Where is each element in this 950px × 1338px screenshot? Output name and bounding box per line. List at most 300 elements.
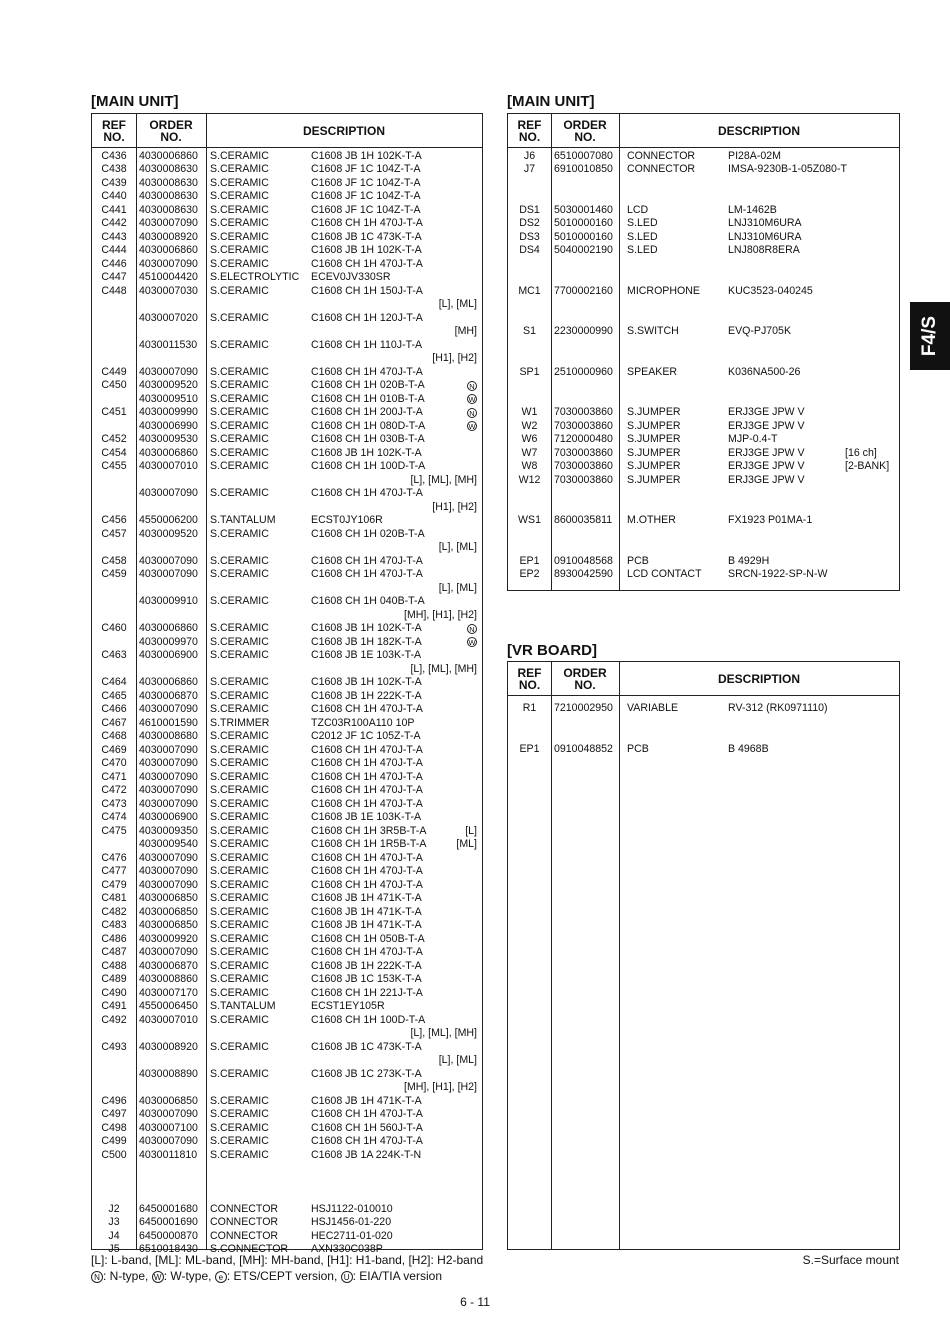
spec-cell: C1608 CH 1H 470J-T-A	[311, 703, 423, 715]
order-cell: 4030007020	[139, 311, 198, 324]
spec-cell: C1608 CH 1H 470J-T-A	[311, 743, 423, 756]
legend-mark-icon: U	[341, 1271, 353, 1283]
ref-no-header	[92, 114, 136, 147]
ref-no-header-line: REF	[517, 117, 542, 132]
part-cell: S.CERAMIC	[210, 1040, 269, 1053]
ref-cell: J3	[108, 1216, 120, 1228]
ref-cell: C444	[101, 244, 127, 256]
part-cell: S.CERAMIC	[210, 338, 269, 351]
spec-cell: C1608 CH 1H 470J-T-A	[311, 865, 423, 877]
ref-cell: EP2	[519, 568, 540, 580]
legend-text: : N-type,	[103, 1269, 152, 1283]
right-main-section-title: [MAIN UNIT]	[507, 93, 595, 110]
table-row	[92, 474, 482, 488]
table-row	[92, 1149, 482, 1163]
part-cell: S.CERAMIC	[210, 487, 269, 499]
table-row	[92, 906, 482, 920]
table-row	[92, 1122, 482, 1136]
table-row	[508, 514, 899, 528]
ref-cell: C496	[101, 1094, 127, 1107]
table-row	[508, 190, 899, 204]
order-cell: 4510004420	[139, 271, 198, 283]
order-cell: 4030007090	[139, 703, 198, 715]
table-row	[92, 244, 482, 258]
table-row	[92, 1027, 482, 1041]
table-row	[508, 702, 899, 716]
part-cell: S.CERAMIC	[210, 811, 269, 823]
table-row	[508, 379, 899, 393]
ref-cell: C464	[101, 676, 127, 688]
order-cell: 4030006900	[139, 649, 198, 661]
part-cell: S.CERAMIC	[210, 176, 269, 189]
spec-cell: C1608 CH 1H 100D-T-A	[311, 1013, 426, 1026]
part-cell: S.CERAMIC	[210, 865, 269, 877]
spec-cell: LNJ808R8ERA	[728, 244, 800, 256]
table-row	[92, 568, 482, 582]
table-row	[92, 406, 482, 420]
spec-cell: ERJ3GE JPW V	[728, 446, 805, 459]
order-cell: 4030006860	[139, 244, 198, 256]
spec-cell: MJP-0.4-T	[728, 433, 778, 445]
ref-cell: C473	[101, 797, 127, 810]
left-parts-table	[91, 113, 483, 1255]
ref-cell: C475	[101, 824, 127, 837]
table-row	[92, 987, 482, 1001]
part-cell: S.CERAMIC	[210, 703, 269, 715]
order-cell: 4030006860	[139, 446, 198, 459]
table-row	[508, 312, 899, 326]
spec-cell: C1608 CH 1H 020B-T-A	[311, 379, 425, 391]
ref-cell: J5	[108, 1243, 120, 1255]
table-row	[508, 298, 899, 312]
order-no-header	[136, 114, 206, 147]
part-cell: S.CERAMIC	[210, 986, 269, 999]
table-row	[508, 474, 899, 488]
ref-cell: C449	[101, 365, 127, 378]
table-row	[508, 729, 899, 743]
ref-cell: C470	[101, 757, 127, 769]
table-row	[92, 325, 482, 339]
table-row	[92, 285, 482, 299]
spec-cell: C1608 CH 1H 1R5B-T-A	[311, 838, 427, 850]
order-cell: 4030009350	[139, 824, 198, 837]
part-cell: S.JUMPER	[627, 473, 681, 486]
spec-cell: C1608 JB 1C 473K-T-A	[311, 1040, 422, 1053]
table-row	[508, 204, 899, 218]
spec-cell: C1608 CH 1H 020B-T-A	[311, 527, 425, 540]
order-cell: 4030007100	[139, 1121, 198, 1134]
table-row	[92, 1014, 482, 1028]
table-row	[92, 703, 482, 717]
ref-cell: J2	[108, 1202, 120, 1215]
ref-cell: C448	[101, 284, 127, 297]
part-cell: S.CERAMIC	[210, 284, 269, 297]
spec-cell: PI28A-02M	[728, 149, 781, 162]
part-cell: S.CERAMIC	[210, 959, 269, 972]
band-note: [MH], [H1], [H2]	[404, 1081, 477, 1093]
part-cell: S.TANTALUM	[210, 1000, 276, 1012]
order-cell: 4030009540	[139, 838, 198, 850]
order-cell: 6510007080	[554, 149, 613, 162]
table-row	[508, 716, 899, 730]
order-cell: 2230000990	[554, 325, 613, 337]
table-row	[92, 501, 482, 515]
order-cell: 4030008630	[139, 163, 198, 175]
ref-cell: W6	[521, 433, 538, 445]
ref-cell: EP1	[519, 554, 540, 567]
part-cell: S.CERAMIC	[210, 784, 269, 796]
table-row	[92, 447, 482, 461]
table-row	[508, 487, 899, 501]
order-no-header-line: ORDER	[149, 117, 193, 132]
part-cell: S.CERAMIC	[210, 392, 269, 405]
ref-cell: C487	[101, 946, 127, 958]
order-cell: 4550006450	[139, 1000, 198, 1012]
ref-cell: C488	[101, 959, 127, 972]
spec-cell: C1608 CH 1H 470J-T-A	[311, 784, 423, 796]
ref-cell: C497	[101, 1108, 127, 1120]
order-cell: 4030007010	[139, 1013, 198, 1026]
order-cell: 4030007090	[139, 797, 198, 810]
legend-text: : W-type,	[163, 1269, 215, 1283]
part-cell: S.CERAMIC	[210, 230, 269, 243]
band-note: [L], [ML], [MH]	[410, 1027, 477, 1039]
part-cell: M.OTHER	[627, 514, 676, 526]
ref-cell: C476	[101, 851, 127, 864]
part-cell: S.CERAMIC	[210, 527, 269, 540]
spec-cell: C2012 JF 1C 105Z-T-A	[311, 730, 421, 742]
description-header	[206, 114, 482, 147]
order-cell: 4030007090	[139, 257, 198, 270]
part-cell: S.CERAMIC	[210, 730, 269, 742]
table-row	[508, 393, 899, 407]
part-cell: S.CERAMIC	[210, 406, 269, 418]
order-cell: 4030007090	[139, 770, 198, 783]
order-cell: 4030008860	[139, 973, 198, 985]
table-row	[92, 433, 482, 447]
order-cell: 6450001680	[139, 1202, 198, 1215]
order-cell: 8930042590	[554, 568, 613, 580]
ref-cell: C479	[101, 878, 127, 891]
ref-cell: C467	[101, 716, 127, 729]
table-row	[92, 1203, 482, 1217]
part-cell: S.CERAMIC	[210, 1094, 269, 1107]
spec-cell: C1608 CH 1H 470J-T-A	[311, 568, 423, 580]
table-row	[92, 190, 482, 204]
legend-mark-icon: e	[215, 1271, 227, 1283]
table-row	[92, 649, 482, 663]
spec-cell: C1608 CH 1H 470J-T-A	[311, 365, 423, 378]
table-row	[92, 1135, 482, 1149]
table-row	[92, 487, 482, 501]
order-cell: 4030009970	[139, 635, 198, 648]
ref-cell: C440	[101, 190, 127, 202]
band-note: [L], [ML], [MH]	[410, 662, 477, 675]
order-cell: 7030003860	[554, 460, 613, 472]
spec-cell: C1608 CH 1H 560J-T-A	[311, 1121, 423, 1134]
table-row	[92, 730, 482, 744]
spec-cell: K036NA500-26	[728, 365, 801, 378]
spec-cell: C1608 CH 1H 470J-T-A	[311, 554, 423, 567]
order-cell: 6450000870	[139, 1229, 198, 1242]
spec-cell: C1608 CH 1H 3R5B-T-A	[311, 824, 427, 837]
part-cell: S.CERAMIC	[210, 946, 269, 958]
part-cell: S.CERAMIC	[210, 892, 269, 904]
spec-cell: SRCN-1922-SP-N-W	[728, 568, 828, 580]
ref-cell: C490	[101, 986, 127, 999]
order-cell: 4030007090	[139, 568, 198, 580]
ref-no-header-line: NO.	[518, 129, 541, 144]
order-cell: 4030008680	[139, 730, 198, 742]
ref-cell: C455	[101, 460, 127, 472]
table-row	[92, 298, 482, 312]
order-no-header-line: NO.	[574, 129, 596, 144]
part-cell: S.CERAMIC	[210, 743, 269, 756]
table-row	[92, 339, 482, 353]
part-cell: S.CERAMIC	[210, 365, 269, 378]
spec-cell: C1608 JB 1H 222K-T-A	[311, 959, 422, 972]
spec-cell: C1608 JB 1H 471K-T-A	[311, 905, 422, 918]
table-row	[508, 325, 899, 339]
part-cell: S.CERAMIC	[210, 460, 269, 472]
ref-cell: C500	[101, 1148, 127, 1161]
ref-cell: J7	[523, 163, 536, 175]
table-row	[92, 177, 482, 191]
part-cell: S.CERAMIC	[210, 635, 269, 648]
surface-mount-note: S.=Surface mount	[802, 1253, 899, 1267]
ref-cell: C441	[101, 203, 127, 216]
table-row	[92, 1041, 482, 1055]
order-cell: 8600035811	[554, 514, 613, 526]
ref-cell: C458	[101, 554, 127, 567]
part-cell: S.CERAMIC	[210, 824, 269, 837]
part-cell: S.TANTALUM	[210, 514, 276, 526]
spec-cell: C1608 CH 1H 080D-T-A	[311, 419, 426, 432]
part-cell: S.CERAMIC	[210, 905, 269, 918]
table-row	[92, 528, 482, 542]
table-row	[92, 1108, 482, 1122]
part-cell: S.LED	[627, 230, 658, 243]
table-row	[508, 217, 899, 231]
part-cell: LCD	[627, 203, 649, 216]
table-row	[92, 973, 482, 987]
ref-cell: C492	[101, 1013, 127, 1026]
table-row	[92, 771, 482, 785]
order-cell: 4030006870	[139, 689, 198, 702]
ref-cell: C450	[101, 379, 127, 391]
part-cell: S.CERAMIC	[210, 851, 269, 864]
spec-cell: C1608 JB 1A 224K-T-N	[311, 1148, 422, 1161]
order-cell: 0910048568	[554, 554, 613, 567]
part-cell: S.CERAMIC	[210, 190, 269, 202]
part-cell: S.CERAMIC	[210, 379, 269, 391]
table-row	[508, 231, 899, 245]
ref-cell: C489	[101, 973, 127, 985]
table-row	[92, 393, 482, 407]
part-cell: S.CERAMIC	[210, 770, 269, 783]
vr-board-parts-table	[507, 661, 900, 1250]
spec-cell: HEC2711-01-020	[311, 1229, 393, 1242]
part-cell: S.CERAMIC	[210, 689, 269, 702]
order-cell: 4030007090	[139, 878, 198, 891]
spec-cell: FX1923 P01MA-1	[728, 514, 813, 526]
order-cell: 4030007090	[139, 1108, 198, 1120]
part-cell: S.CERAMIC	[210, 433, 269, 445]
ref-cell: C474	[101, 811, 127, 823]
order-cell: 4030007090	[139, 487, 198, 499]
order-cell: 4610001590	[139, 716, 198, 729]
table-row	[508, 460, 899, 474]
ref-cell: W2	[521, 419, 538, 432]
part-cell: CONNECTOR	[627, 149, 696, 162]
spec-cell: ERJ3GE JPW V	[728, 473, 805, 486]
part-cell: CONNECTOR	[627, 163, 696, 175]
spec-cell: C1608 CH 1H 221J-T-A	[311, 986, 423, 999]
band-note: [2-BANK]	[845, 460, 890, 472]
spec-cell: C1608 JB 1H 182K-T-A	[311, 635, 422, 648]
part-cell: S.CERAMIC	[210, 446, 269, 459]
table-row	[92, 555, 482, 569]
ref-no-header-line: NO.	[518, 677, 541, 692]
spec-cell: IMSA-9230B-1-05Z080-T	[728, 163, 847, 175]
ref-cell: C447	[101, 271, 127, 283]
table-row	[508, 555, 899, 569]
table-row	[508, 177, 899, 191]
ref-cell: SP1	[519, 365, 540, 378]
part-cell: S.CONNECTOR	[210, 1243, 289, 1255]
order-cell: 4030008630	[139, 190, 198, 202]
order-cell: 4030011810	[139, 1148, 198, 1161]
spec-cell: TZC03R100A110 10P	[311, 716, 415, 729]
table-row	[92, 1230, 482, 1244]
order-cell: 4030006870	[139, 959, 198, 972]
spec-cell: C1608 CH 1H 470J-T-A	[311, 1135, 423, 1147]
legend-text: : EIA/TIA version	[352, 1269, 442, 1283]
table-row	[508, 258, 899, 272]
table-row	[92, 609, 482, 623]
ref-cell: DS3	[519, 230, 540, 243]
ref-no-header	[508, 662, 551, 695]
order-cell: 4030007010	[139, 460, 198, 472]
ref-cell: J4	[108, 1229, 120, 1242]
spec-cell: C1608 CH 1H 010B-T-A	[311, 392, 425, 405]
ref-cell: C457	[101, 527, 127, 540]
table-row	[508, 244, 899, 258]
spec-cell: C1608 CH 1H 120J-T-A	[311, 311, 423, 324]
part-cell: S.JUMPER	[627, 419, 681, 432]
table-row	[92, 217, 482, 231]
ref-no-header-line: NO.	[103, 129, 125, 144]
order-cell: 4030006850	[139, 1094, 198, 1107]
ref-cell: C463	[101, 649, 127, 661]
ref-cell: C439	[101, 176, 127, 189]
part-cell: MICROPHONE	[627, 284, 700, 297]
order-cell: 4030008890	[139, 1067, 198, 1080]
w-type-mark-icon: W	[468, 638, 476, 647]
order-cell: 4030007090	[139, 1135, 198, 1147]
table-row	[92, 1189, 482, 1203]
ref-cell: R1	[522, 702, 537, 714]
spec-cell: C1608 CH 1H 470J-T-A	[311, 757, 423, 769]
page-number: 6 - 11	[460, 1295, 490, 1309]
band-note: [H1], [H2]	[432, 500, 477, 513]
table-row	[92, 595, 482, 609]
spec-cell: ECST0JY106R	[311, 514, 383, 526]
table-row	[508, 420, 899, 434]
order-cell: 4030008920	[139, 230, 198, 243]
ref-cell: C486	[101, 932, 127, 945]
order-no-header-line: NO.	[160, 129, 182, 144]
spec-cell: C1608 CH 1H 150J-T-A	[311, 284, 423, 297]
ref-cell: W7	[521, 446, 538, 459]
part-cell: S.CERAMIC	[210, 554, 269, 567]
spec-cell: C1608 CH 1H 470J-T-A	[311, 257, 423, 270]
order-cell: 6450001690	[139, 1216, 198, 1228]
part-cell: S.CERAMIC	[210, 1108, 269, 1120]
order-cell: 4030006860	[139, 149, 198, 162]
table-row	[92, 163, 482, 177]
ref-cell: C436	[101, 149, 127, 162]
table-row	[92, 811, 482, 825]
table-row	[92, 757, 482, 771]
ref-cell: C469	[101, 743, 127, 756]
part-cell: S.CERAMIC	[210, 419, 269, 432]
spec-cell: LNJ310M6URA	[728, 230, 802, 243]
order-cell: 4030007090	[139, 743, 198, 756]
spec-cell: C1608 JF 1C 104Z-T-A	[311, 176, 421, 189]
spec-cell: C1608 CH 1H 100D-T-A	[311, 460, 426, 472]
spec-cell: C1608 JB 1E 103K-T-A	[311, 811, 422, 823]
ref-cell: W8	[521, 460, 538, 472]
table-header	[508, 114, 899, 148]
ref-cell: C471	[101, 770, 127, 783]
ref-cell: C499	[101, 1135, 127, 1147]
order-cell: 7030003860	[554, 473, 613, 486]
order-cell: 4030006850	[139, 919, 198, 931]
spec-cell: C1608 JB 1E 103K-T-A	[311, 649, 422, 661]
spec-cell: C1608 CH 1H 470J-T-A	[311, 487, 423, 499]
spec-cell: C1608 CH 1H 470J-T-A	[311, 878, 423, 891]
ref-cell: C451	[101, 406, 127, 418]
part-cell: VARIABLE	[627, 702, 679, 714]
band-note: [L], [ML]	[438, 581, 477, 594]
part-cell: S.CERAMIC	[210, 1121, 269, 1134]
ref-no-header	[508, 114, 551, 147]
order-cell: 6910010850	[554, 163, 613, 175]
vr-board-section-title: [VR BOARD]	[507, 642, 597, 659]
table-row	[92, 892, 482, 906]
band-legend: [L]: L-band, [ML]: ML-band, [MH]: MH-band, [H1]: H1-band, [H2]: H2-band	[91, 1253, 484, 1267]
table-row	[92, 622, 482, 636]
spec-cell: AXN330C038P	[311, 1243, 383, 1255]
ref-cell: WS1	[518, 514, 541, 526]
spec-cell: C1608 JB 1H 471K-T-A	[311, 1094, 422, 1107]
band-note: [16 ch]	[845, 446, 877, 459]
spec-cell: C1608 CH 1H 110J-T-A	[311, 338, 423, 351]
table-row	[92, 541, 482, 555]
spec-cell: ECEV0JV330SR	[311, 271, 391, 283]
spec-cell: C1608 CH 1H 040B-T-A	[311, 595, 425, 607]
description-header	[619, 114, 899, 147]
spec-cell: C1608 JB 1H 471K-T-A	[311, 919, 422, 931]
order-cell: 4030007090	[139, 784, 198, 796]
order-cell: 0910048852	[554, 742, 613, 755]
spec-cell: LNJ310M6URA	[728, 217, 802, 229]
order-cell: 4030009910	[139, 595, 198, 607]
ref-cell: DS2	[519, 217, 540, 229]
ref-cell: C483	[101, 919, 127, 931]
ref-cell: C443	[101, 230, 127, 243]
